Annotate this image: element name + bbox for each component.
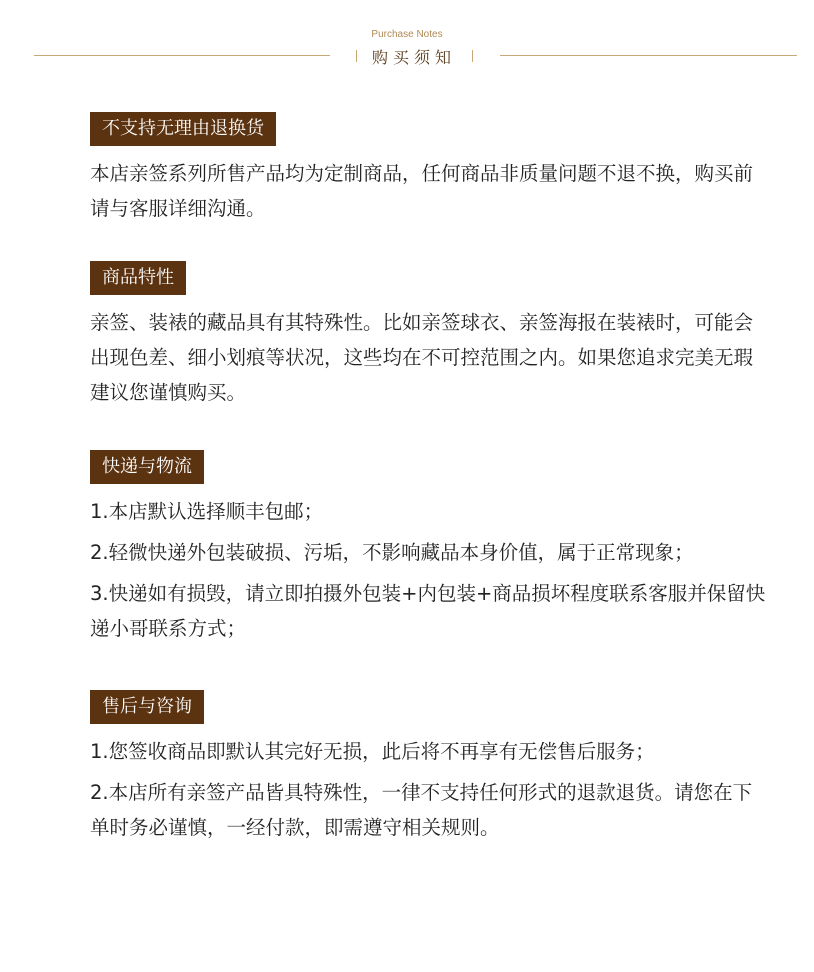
list-item: 1.您签收商品即默认其完好无损，此后将不再享有无偿售后服务； [90,740,655,763]
section-tag: 不支持无理由退换货 [90,112,276,146]
section-paragraph: 亲签、装裱的藏品具有其特殊性。比如亲签球衣、亲签海报在装裱时，可能会出现色差、细小划痕等状况，这些均在不可控范围之内。如果您追求完美无瑕建议您谨慎购买。 [90,311,754,404]
list-item: 2.轻微快递外包装破损、污垢，不影响藏品本身价值，属于正常现象； [90,541,694,564]
header-title-row [0,44,814,68]
section-paragraph: 本店亲签系列所售产品均为定制商品，任何商品非质量问题不退不换，购买前请与客服详细沟通。 [90,162,754,220]
header-subtitle: Purchase Notes [371,29,443,40]
section-shipping [90,450,770,646]
header-bar-left [356,50,357,62]
header-title: 购买须知 [371,48,456,67]
page-header [0,0,814,80]
section-tag: 商品特性 [90,261,186,295]
list-item: 3.快递如有损毁，请立即拍摄外包装+内包装+商品损坏程度联系客服并保留快递小哥联系方式； [90,582,766,640]
header-divider-left [34,55,330,56]
section-product-features [90,261,770,410]
header-divider-right [500,55,797,56]
section-after-sales [90,690,770,845]
list-item: 1.本店默认选择顺丰包邮； [90,500,324,523]
header-bar-right [472,50,473,62]
section-tag: 快递与物流 [90,450,204,484]
section-return-policy [90,112,770,226]
section-tag: 售后与咨询 [90,690,204,724]
list-item: 2.本店所有亲签产品皆具特殊性，一律不支持任何形式的退款退货。请您在下单时务必谨慎，一经付款，即需遵守相关规则。 [90,781,753,839]
